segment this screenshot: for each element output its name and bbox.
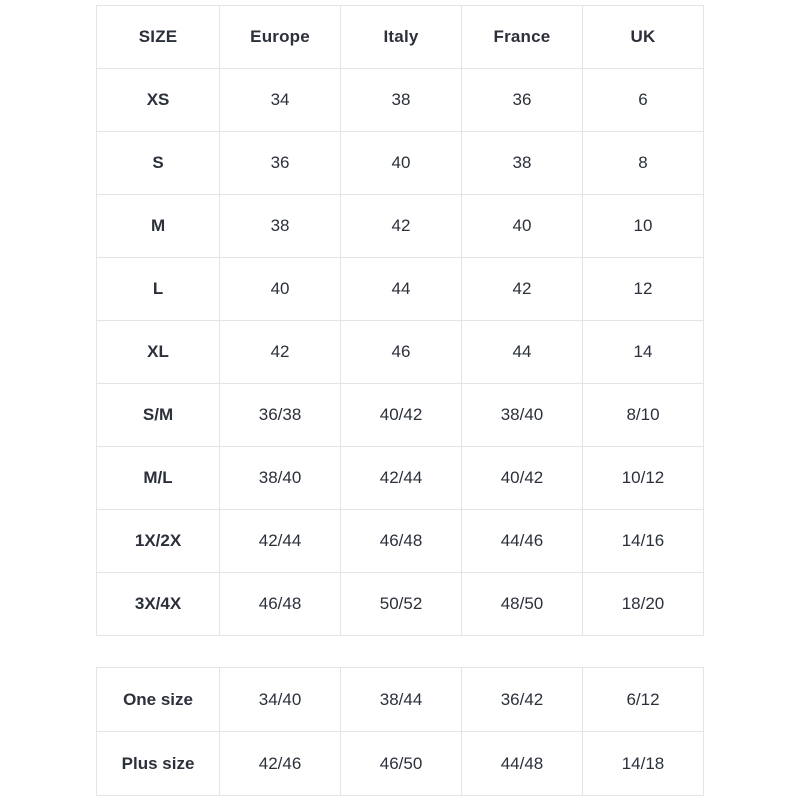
row-label: L bbox=[97, 258, 220, 321]
cell-uk: 8 bbox=[582, 132, 703, 195]
cell-france: 40/42 bbox=[462, 447, 583, 510]
cell-italy: 42/44 bbox=[341, 447, 462, 510]
cell-italy: 50/52 bbox=[341, 573, 462, 636]
table-header bbox=[97, 6, 704, 69]
cell-uk: 8/10 bbox=[582, 384, 703, 447]
cell-europe: 46/48 bbox=[220, 573, 341, 636]
row-label: Plus size bbox=[97, 732, 220, 796]
cell-italy: 38 bbox=[341, 69, 462, 132]
cell-italy: 46/50 bbox=[341, 732, 462, 796]
secondary-size-table-wrapper bbox=[96, 667, 704, 796]
table-row bbox=[97, 668, 704, 732]
cell-europe: 34/40 bbox=[220, 668, 341, 732]
cell-italy: 42 bbox=[341, 195, 462, 258]
cell-france: 36/42 bbox=[462, 668, 583, 732]
table-row bbox=[97, 195, 704, 258]
cell-uk: 14 bbox=[582, 321, 703, 384]
cell-uk: 6/12 bbox=[582, 668, 703, 732]
cell-france: 44/46 bbox=[462, 510, 583, 573]
cell-europe: 38 bbox=[220, 195, 341, 258]
row-label: S/M bbox=[97, 384, 220, 447]
table-row bbox=[97, 510, 704, 573]
column-header-size: SIZE bbox=[97, 6, 220, 69]
row-label: One size bbox=[97, 668, 220, 732]
column-header-europe: Europe bbox=[220, 6, 341, 69]
cell-italy: 44 bbox=[341, 258, 462, 321]
row-label: 1X/2X bbox=[97, 510, 220, 573]
cell-uk: 14/16 bbox=[582, 510, 703, 573]
cell-france: 44 bbox=[462, 321, 583, 384]
table-body bbox=[97, 668, 704, 796]
row-label: 3X/4X bbox=[97, 573, 220, 636]
cell-europe: 42/46 bbox=[220, 732, 341, 796]
row-label: M/L bbox=[97, 447, 220, 510]
cell-france: 38 bbox=[462, 132, 583, 195]
cell-france: 36 bbox=[462, 69, 583, 132]
cell-europe: 42 bbox=[220, 321, 341, 384]
cell-uk: 14/18 bbox=[582, 732, 703, 796]
table-row bbox=[97, 258, 704, 321]
cell-france: 48/50 bbox=[462, 573, 583, 636]
row-label: S bbox=[97, 132, 220, 195]
cell-uk: 18/20 bbox=[582, 573, 703, 636]
cell-italy: 40/42 bbox=[341, 384, 462, 447]
cell-europe: 40 bbox=[220, 258, 341, 321]
cell-uk: 6 bbox=[582, 69, 703, 132]
cell-europe: 38/40 bbox=[220, 447, 341, 510]
cell-europe: 36 bbox=[220, 132, 341, 195]
main-size-table-wrapper bbox=[96, 5, 704, 636]
column-header-uk: UK bbox=[582, 6, 703, 69]
cell-uk: 10/12 bbox=[582, 447, 703, 510]
table-header-row bbox=[97, 6, 704, 69]
cell-uk: 12 bbox=[582, 258, 703, 321]
cell-italy: 46/48 bbox=[341, 510, 462, 573]
cell-france: 44/48 bbox=[462, 732, 583, 796]
cell-uk: 10 bbox=[582, 195, 703, 258]
cell-france: 38/40 bbox=[462, 384, 583, 447]
table-row bbox=[97, 384, 704, 447]
secondary-size-table bbox=[96, 667, 704, 796]
table-row bbox=[97, 321, 704, 384]
column-header-france: France bbox=[462, 6, 583, 69]
table-row bbox=[97, 132, 704, 195]
main-size-table bbox=[96, 5, 704, 636]
table-body bbox=[97, 69, 704, 636]
row-label: XL bbox=[97, 321, 220, 384]
cell-europe: 42/44 bbox=[220, 510, 341, 573]
cell-italy: 46 bbox=[341, 321, 462, 384]
row-label: XS bbox=[97, 69, 220, 132]
column-header-italy: Italy bbox=[341, 6, 462, 69]
cell-france: 42 bbox=[462, 258, 583, 321]
cell-europe: 34 bbox=[220, 69, 341, 132]
table-row bbox=[97, 447, 704, 510]
cell-italy: 40 bbox=[341, 132, 462, 195]
table-row bbox=[97, 69, 704, 132]
row-label: M bbox=[97, 195, 220, 258]
table-row bbox=[97, 573, 704, 636]
table-row bbox=[97, 732, 704, 796]
cell-italy: 38/44 bbox=[341, 668, 462, 732]
cell-france: 40 bbox=[462, 195, 583, 258]
cell-europe: 36/38 bbox=[220, 384, 341, 447]
